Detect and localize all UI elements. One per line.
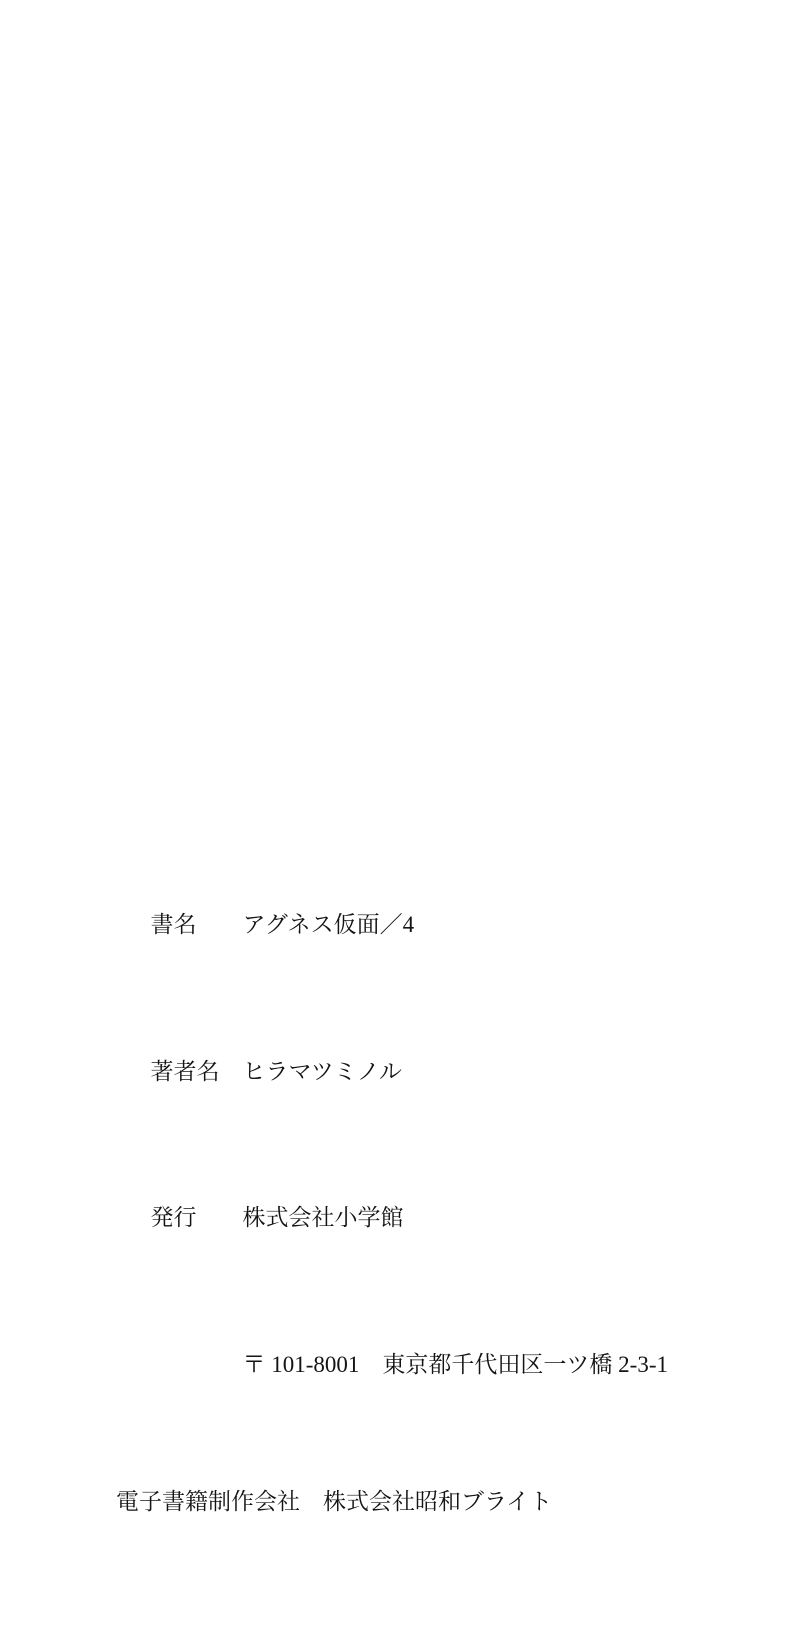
publisher-label: 発行 [150, 1205, 197, 1231]
book-title-value: アグネス仮面／4 [242, 911, 415, 937]
author-value: ヒラマツミノル [242, 1058, 402, 1084]
author-label: 著者名 [150, 1058, 220, 1084]
book-title-label: 書名 [150, 911, 197, 937]
author-row [116, 1017, 668, 1084]
publisher-address-row [116, 1311, 668, 1378]
ebook-producer-line: 電子書籍制作会社 株式会社昭和ブライト [116, 1489, 553, 1515]
colophon-block [116, 760, 668, 1631]
book-title-row [116, 870, 668, 937]
publisher-address-value: 〒 101-8001 東京都千代田区一ツ橋 2-3-1 [242, 1352, 668, 1378]
publisher-value: 株式会社小学館 [242, 1205, 404, 1231]
publisher-row [116, 1164, 668, 1231]
